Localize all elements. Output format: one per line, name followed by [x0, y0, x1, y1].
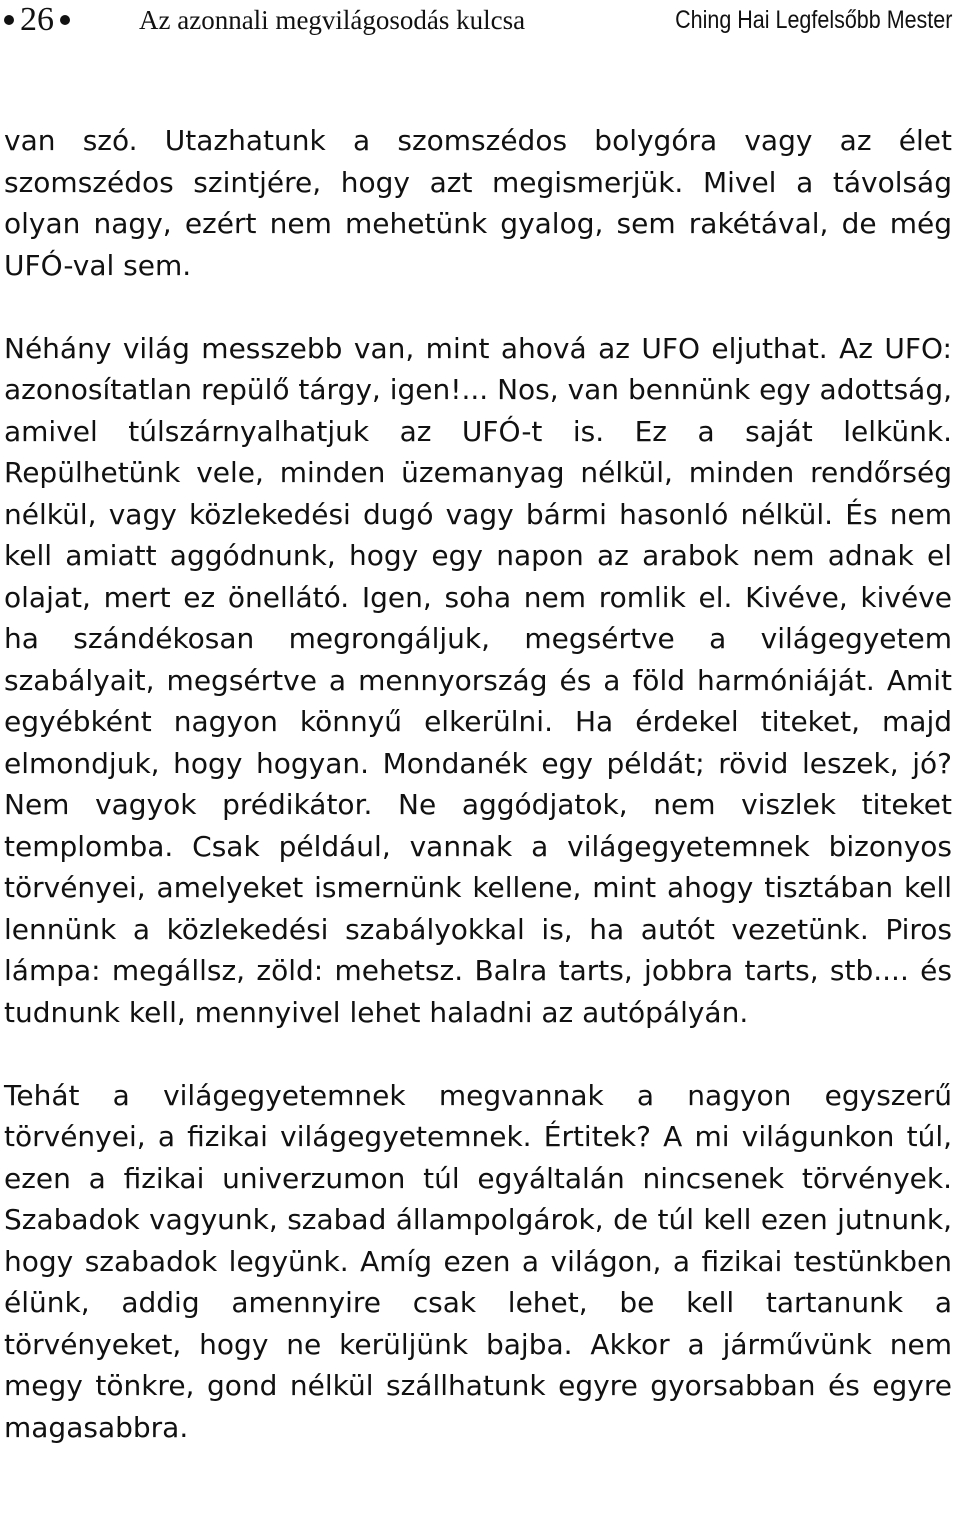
running-head — [4, 0, 952, 40]
bullet-icon — [60, 15, 70, 25]
paragraph: van szó. Utazhatunk a szomszédos bolygóra vagy az élet szomszédos szintjére, hogy azt megismerjük. Mivel a távolság olyan nagy, ezért nem mehetünk gyalog, sem rakétával, de még UFÓ-val sem. — [4, 124, 952, 282]
page-number-text: 26 — [20, 1, 54, 38]
book-title: Az azonnali megvilágosodás kulcsa — [139, 5, 526, 35]
paragraph: Tehát a világegyetemnek megvannak a nagyon egyszerű törvényei, a fizikai világegyetemnek. Értitek? A mi világunkon túl, ezen a fizikai univerzumon túl egyáltalán nincsenek törvények. Szabadok vagyunk, szabad állampolgárok, de túl kell ezen jutnunk, hogy szabadok legyünk. Amíg ezen a világon, a fizikai testünkben élünk, addig amennyire csak lehet, be kell tartanunk a törvényeket, hogy ne kerüljünk bajba. Akkor a járművünk nem megy tönkre, gond nélkül szállhatunk egyre gyorsabban és egyre magasabbra. — [4, 1078, 952, 1444]
body-text — [4, 120, 952, 1448]
page-number — [4, 0, 70, 40]
bullet-icon — [4, 15, 14, 25]
paragraph: Néhány világ messzebb van, mint ahová az UFO eljuthat. Az UFO: azonosítatlan repülő tárgy, igen!... Nos, van bennünk egy adottság, amivel túlszárnyalhatjuk az UFÓ-t is. Ez a saját lelkünk. Repülhetünk vele, minden üzemanyag nélkül, minden rendőrség nélkül, vagy közlekedési dugó vagy bármi hasonló nélkül. És nem kell amiatt aggódnunk, hogy egy napon az arabok nem adnak el olajat, mert ez önellátó. Igen, soha nem romlik el. Kivéve, kivéve ha szándékosan megrongáljuk, megsértve a világegyetem szabályait, megsértve a mennyország és a föld harmóniáját. Amit egyébként nagyon könnyű elkerülni. Ha érdekel titeket, majd elmondjuk, hogy hogyan. Mondanék egy példát; rövid leszek, jó? Nem vagyok prédikátor. Ne aggódjatok, nem viszlek titeket templomba. Csak például, vannak a világegyetemnek bizonyos törvényei, amelyeket ismernünk kellene, mint ahogy tisztában kell lennünk a közlekedési szabályokkal is, ha autót vezetünk. Piros lámpa: megállsz, zöld: mehetsz. Balra tarts, jobbra tarts, stb.... és tudnunk kell, mennyivel lehet haladni az autópályán. — [4, 331, 952, 1029]
author-name: Ching Hai Legfelsőbb Mester — [674, 6, 952, 34]
